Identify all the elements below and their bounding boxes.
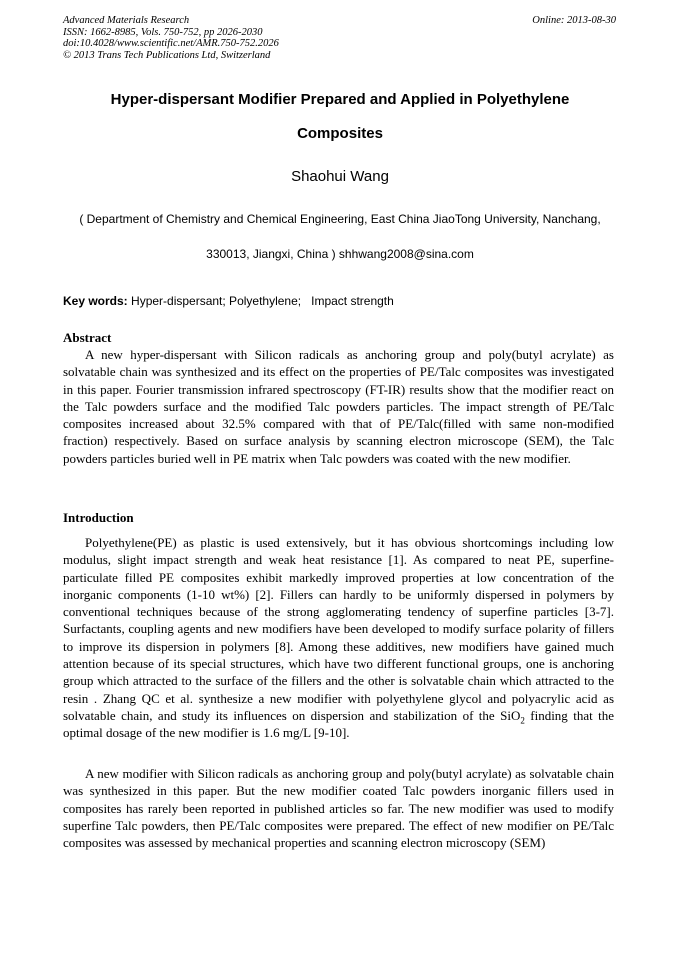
issn-line: ISSN: 1662-8985, Vols. 750-752, pp 2026-2030 xyxy=(63,26,263,38)
subscript-2: 2 xyxy=(520,715,525,726)
abstract-text: A new hyper-dispersant with Silicon radicals as anchoring group and poly(butyl acrylate) as solvatable chain was synthesized and its effect on the properties of PE/Talc composites was investigated in this paper. Fourier transmission infrared spectroscopy (FT-IR) results show that the modifier react on the Talc powders surface and the modified Talc powders particles. The impact strength of PE/Talc composites increased about 32.5% compared with that of PE/Talc(filled with same non-modified fraction) respectively. Based on surface analysis by scanning electron microscope (SEM), the Talc powders particles buried well in PE matrix when Talc powders was coated with the new modifier. xyxy=(63,347,614,466)
author-name: Shaohui Wang xyxy=(291,168,389,185)
introduction-paragraph-2: A new modifier with Silicon radicals as anchoring group and poly(butyl acrylate) as solvatable chain was synthesized in this paper. But the new modifier coated Talc powders inorganic fillers used in composites has rarely been reported in published articles so far. The new modifier was used to modify superfine Talc powders, then PE/Talc composites were prepared. The effect of new modifier on PE/Talc composites was assessed by mechanical properties and scanning electron microscopy (SEM) xyxy=(63,766,614,851)
paper-title-line2: Composites xyxy=(297,125,383,142)
intro-para1-main: Polyethylene(PE) as plastic is used extensively, but it has obvious shortcomings including low modulus, slight impact strength and weak heat resistance [1]. As compared to neat PE, superfine-particulate filled PE composites exhibit markedly improved properties at low concentration of the inorganic components (1-10 wt%) [2]. Fillers can hardly to be uniformly dispersed in polymers by conventional techniques because of the strong agglomerating tendency of superfine particles [3-7]. Surfactants, coupling agents and new modifiers have been developed to modify surface polarity of fillers to improve its dispersion in polymers [8]. Among these additives, new modifiers have gained much attention because of its special structures, which have two different functional groups, one is anchoring group which attracted to the surface of the fillers and the other is solvatable chain which attracted to the resin . Zhang QC et al. synthesize a new modifier with polyethylene glycol and polyacrylic acid as solvatable chain, and study its influences on dispersion and stabilization of the SiO xyxy=(63,535,614,723)
introduction-heading: Introduction xyxy=(63,510,134,525)
journal-name: Advanced Materials Research xyxy=(63,15,190,26)
keywords xyxy=(63,294,394,308)
copyright-line: © 2013 Trans Tech Publications Ltd, Switzerland xyxy=(63,49,271,61)
journal-header xyxy=(63,15,616,61)
keywords-label: Key words: xyxy=(63,294,128,308)
affiliation-line1: ( Department of Chemistry and Chemical Engineering, East China JiaoTong University, Nanchang, xyxy=(79,212,601,226)
paper-title-line1: Hyper-dispersant Modifier Prepared and Applied in Polyethylene xyxy=(110,91,570,108)
abstract-heading: Abstract xyxy=(63,330,112,345)
online-date: Online: 2013-08-30 xyxy=(532,15,616,26)
doi-line: doi:10.4028/www.scientific.net/AMR.750-752.2026 xyxy=(63,38,279,49)
keywords-text: Hyper-dispersant; Polyethylene; Impact strength xyxy=(127,294,394,308)
intro-para1-end: finding that the optimal dosage of the new modifier is 1.6 mg/L [9-10]. xyxy=(63,707,614,741)
introduction-paragraph-1 xyxy=(63,534,614,742)
affiliation-line2: 330013, Jiangxi, China ) shhwang2008@sina.com xyxy=(206,247,474,261)
